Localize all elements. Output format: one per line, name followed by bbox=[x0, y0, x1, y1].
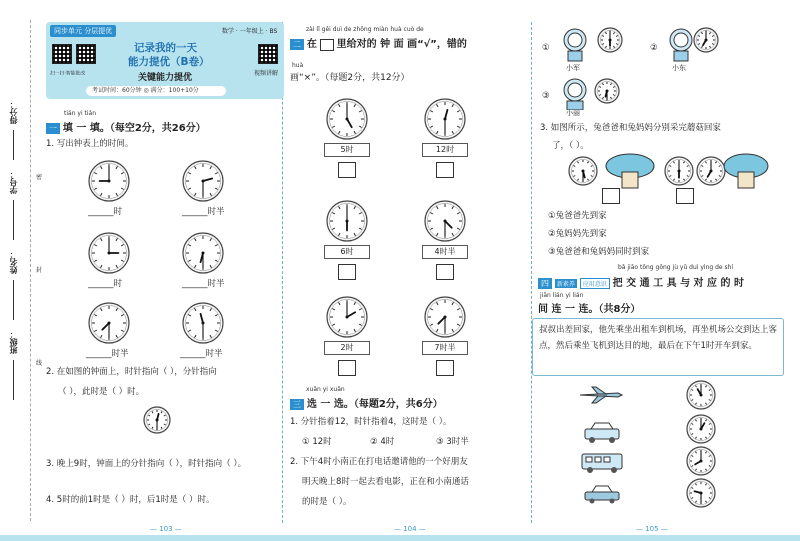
clock-face-drawing bbox=[182, 232, 224, 274]
sec2-title-a: 在 bbox=[306, 39, 317, 50]
sec4-tag-2: 应用意识 bbox=[580, 278, 610, 289]
clock-1 bbox=[88, 160, 130, 202]
clock-face-drawing bbox=[686, 380, 716, 410]
m-q2-line1: 2. 下午4时小南正在打电话邀请他的一个好朋友 bbox=[290, 457, 468, 467]
clock-face-drawing bbox=[88, 232, 130, 274]
clock-r1 bbox=[597, 27, 623, 53]
checkbox-m3[interactable] bbox=[338, 264, 356, 280]
bottom-strip bbox=[0, 535, 800, 541]
q2-line2: （ ），此时是（ ）时。 bbox=[58, 387, 145, 397]
answer-6: ______时半 bbox=[180, 349, 223, 359]
answer-5: ______时半 bbox=[86, 349, 129, 359]
r-opt-1: ①兔爸爸先到家 bbox=[548, 211, 607, 221]
qr-code-left bbox=[52, 44, 72, 64]
kid-name-2: 小东 bbox=[672, 64, 686, 72]
kid-name-3: 小丽 bbox=[566, 109, 580, 117]
clock-3 bbox=[88, 232, 130, 274]
page-number-middle: — 104 — bbox=[394, 525, 426, 533]
clock-face-drawing bbox=[424, 200, 466, 242]
story-passage: 叔叔出差回家，他先乘坐出租车到机场，再坐机场公交到达上客点，然后乘坐飞机到达目的地，最后在下午1时开车到家。 bbox=[532, 318, 784, 376]
checkbox-m4[interactable] bbox=[436, 264, 454, 280]
kid-mark-1: ① bbox=[542, 43, 550, 53]
kid-boy-1-illustration bbox=[558, 26, 592, 62]
column-divider-2 bbox=[531, 22, 532, 523]
clock-face-drawing bbox=[686, 446, 716, 476]
m-q1-opt1: ① 12时 bbox=[302, 437, 332, 447]
m-q2-line2: 明天晚上8时一起去看电影，正在和小南通话 bbox=[302, 477, 469, 487]
label-m4: 4时半 bbox=[422, 245, 468, 259]
sec2-number: 二 bbox=[290, 39, 304, 50]
qr-code-right bbox=[258, 44, 278, 64]
subject-label: 数学 · 一年级上 · BS bbox=[222, 28, 278, 35]
q2-line1: 2. 在如图的钟面上，时针指向（ ），分针指向 bbox=[46, 367, 217, 377]
clock-face-drawing bbox=[182, 302, 224, 344]
page-number-right: — 105 — bbox=[636, 525, 668, 533]
clock-conn-4[interactable] bbox=[686, 478, 716, 508]
checkbox-m5[interactable] bbox=[338, 360, 356, 376]
label-m6: 7时半 bbox=[422, 341, 468, 355]
qr-right-caption: 视频讲解 bbox=[254, 70, 279, 77]
clock-6 bbox=[182, 302, 224, 344]
clock-face-drawing bbox=[424, 296, 466, 338]
clock-face-drawing bbox=[686, 478, 716, 508]
section-2-heading bbox=[290, 35, 467, 51]
clock-m2 bbox=[424, 98, 466, 140]
sec2-title-b: 里给对的 钟 面 画“√”，错的 bbox=[336, 39, 467, 50]
kid-mark-2: ② bbox=[650, 43, 658, 53]
kid-mark-3: ③ bbox=[542, 91, 550, 101]
class-line bbox=[13, 360, 14, 400]
sec4-number: 四 bbox=[538, 278, 552, 289]
m-q1-text: 1. 分针指着12，时针指着4，这时是（ ）。 bbox=[290, 417, 452, 427]
sec1-title: 填 一 填。（每空2分，共26分） bbox=[62, 123, 206, 134]
name-line bbox=[13, 280, 14, 320]
clock-face-drawing bbox=[594, 78, 620, 104]
r-opt-2: ②兔妈妈先到家 bbox=[548, 229, 607, 239]
q4-text: 4. 5时的前1时是（ ）时，后1时是（ ）时。 bbox=[46, 495, 215, 505]
page-subtitle: 关键能力提优 bbox=[138, 73, 193, 83]
sec3-pinyin: xuǎn yi xuǎn bbox=[306, 386, 345, 393]
score-line bbox=[13, 130, 14, 160]
clock-5 bbox=[88, 302, 130, 344]
id-label: 学号： bbox=[9, 170, 18, 194]
clock-face-drawing bbox=[326, 98, 368, 140]
sec4-title: 把 交 通 工 具 与 对 应 的 时 bbox=[612, 278, 744, 289]
clock-rabbit-1 bbox=[568, 156, 598, 186]
page-number-left: — 103 — bbox=[150, 525, 182, 533]
clock-face-drawing bbox=[182, 160, 224, 202]
qr-left-caption: 扫一扫·智能批改 bbox=[50, 70, 86, 77]
clock-m5 bbox=[326, 296, 368, 338]
clock-m1 bbox=[326, 98, 368, 140]
clock-conn-2[interactable] bbox=[686, 414, 716, 444]
checkbox-m2[interactable] bbox=[436, 162, 454, 178]
score-label: 得分： bbox=[9, 100, 18, 124]
label-m2: 12时 bbox=[422, 143, 468, 157]
answer-4: ______时半 bbox=[182, 279, 225, 289]
cut-mark-3: 线 bbox=[36, 360, 43, 367]
page-title-line2: 能力提优（B卷） bbox=[128, 56, 210, 68]
clock-face-drawing bbox=[88, 160, 130, 202]
taxi-icon[interactable] bbox=[582, 420, 622, 444]
clock-conn-3[interactable] bbox=[686, 446, 716, 476]
sec4-tag: 新素养 bbox=[556, 281, 575, 288]
label-m1: 5时 bbox=[324, 143, 370, 157]
sec1-pinyin: tián yi tián bbox=[64, 110, 97, 117]
sec2-pinyin: zài lǐ gěi duì de zhōng miàn huà cuò de bbox=[306, 26, 424, 33]
section-4-heading bbox=[538, 274, 744, 289]
name-label: 姓名： bbox=[9, 250, 18, 274]
answer-2: ______时半 bbox=[182, 207, 225, 217]
kid-name-1: 小军 bbox=[566, 64, 580, 72]
clock-face-drawing bbox=[424, 98, 466, 140]
clock-face-drawing bbox=[326, 200, 368, 242]
q3-text: 3. 晚上9时，钟面上的分针指向（ ），时针指向（ ）。 bbox=[46, 459, 247, 469]
bus-icon[interactable] bbox=[580, 452, 624, 474]
sec2-pinyin-2: huà bbox=[292, 62, 304, 69]
car-icon[interactable] bbox=[582, 484, 622, 504]
clock-face-drawing bbox=[326, 296, 368, 338]
class-label: 班级： bbox=[9, 330, 18, 354]
sec4-pinyin: bǎ jiāo tōng gōng jù yǔ duì yìng de shí bbox=[618, 264, 734, 271]
clock-m4 bbox=[424, 200, 466, 242]
cut-mark-2: 封 bbox=[36, 267, 43, 274]
header-tag: 同步单元 分层提优 bbox=[50, 25, 116, 37]
clock-rabbit-2 bbox=[664, 156, 694, 186]
binding-dash-line bbox=[30, 20, 31, 521]
sec4-pinyin-2: jiān lián yi lián bbox=[540, 292, 584, 299]
checkbox-m1[interactable] bbox=[338, 162, 356, 178]
clock-conn-1[interactable] bbox=[686, 380, 716, 410]
q1-text: 1. 写出钟表上的时间。 bbox=[46, 139, 134, 149]
clock-m6 bbox=[424, 296, 466, 338]
label-m5: 2时 bbox=[324, 341, 370, 355]
m-q2-line3: 的时是（ ）。 bbox=[302, 497, 352, 507]
answer-box-rabbit-1[interactable] bbox=[602, 188, 620, 204]
section-1-heading bbox=[46, 119, 206, 134]
answer-1: ______时 bbox=[88, 207, 123, 217]
sec4-title-2: 间 连 一 连。（共8分） bbox=[538, 304, 641, 315]
kid-girl-illustration bbox=[558, 76, 592, 110]
checkbox-m6[interactable] bbox=[436, 360, 454, 376]
clock-q2 bbox=[143, 406, 171, 434]
airplane-icon[interactable] bbox=[578, 386, 624, 404]
sec3-number: 三 bbox=[290, 399, 304, 410]
qr-code-left-2 bbox=[76, 44, 96, 64]
r-q3-line1: 3. 如图所示，兔爸爸和兔妈妈分别采完蘑菇回家 bbox=[540, 123, 721, 133]
sec2-inline-box bbox=[320, 39, 334, 51]
clock-face-drawing bbox=[568, 156, 598, 186]
rabbit-dad-mushroom-illustration bbox=[604, 152, 656, 190]
cut-mark-1: 密 bbox=[36, 174, 43, 181]
section-3-heading bbox=[290, 395, 443, 410]
exam-stats: 考试时间：60分钟 ◎ 满分：100+10分 bbox=[86, 86, 226, 96]
sec3-title: 选 一 选。（每题2分，共6分） bbox=[306, 399, 443, 410]
clock-face-drawing bbox=[143, 406, 171, 434]
clock-face-drawing bbox=[664, 156, 694, 186]
page-title-line1: 记录我的一天 bbox=[134, 42, 197, 54]
clock-m3 bbox=[326, 200, 368, 242]
label-m3: 6时 bbox=[324, 245, 370, 259]
r-q3-line2: 了，（ ）。 bbox=[552, 141, 589, 151]
clock-r3 bbox=[594, 78, 620, 104]
sec2-title-c: 画“×”。（每题2分，共12分） bbox=[290, 73, 410, 83]
answer-3: ______时 bbox=[88, 279, 123, 289]
clock-face-drawing bbox=[693, 27, 719, 53]
id-line bbox=[13, 200, 14, 240]
answer-box-rabbit-2[interactable] bbox=[676, 188, 694, 204]
clock-r2 bbox=[693, 27, 719, 53]
clock-face-drawing bbox=[88, 302, 130, 344]
rabbit-mom-mushroom-illustration bbox=[722, 152, 770, 190]
sec1-number: 一 bbox=[46, 123, 60, 134]
m-q1-opt2: ② 4时 bbox=[370, 437, 395, 447]
clock-4 bbox=[182, 232, 224, 274]
clock-face-drawing bbox=[686, 414, 716, 444]
m-q1-opt3: ③ 3时半 bbox=[436, 437, 469, 447]
r-opt-3: ③兔爸爸和兔妈妈同时到家 bbox=[548, 247, 650, 257]
clock-2 bbox=[182, 160, 224, 202]
clock-face-drawing bbox=[597, 27, 623, 53]
